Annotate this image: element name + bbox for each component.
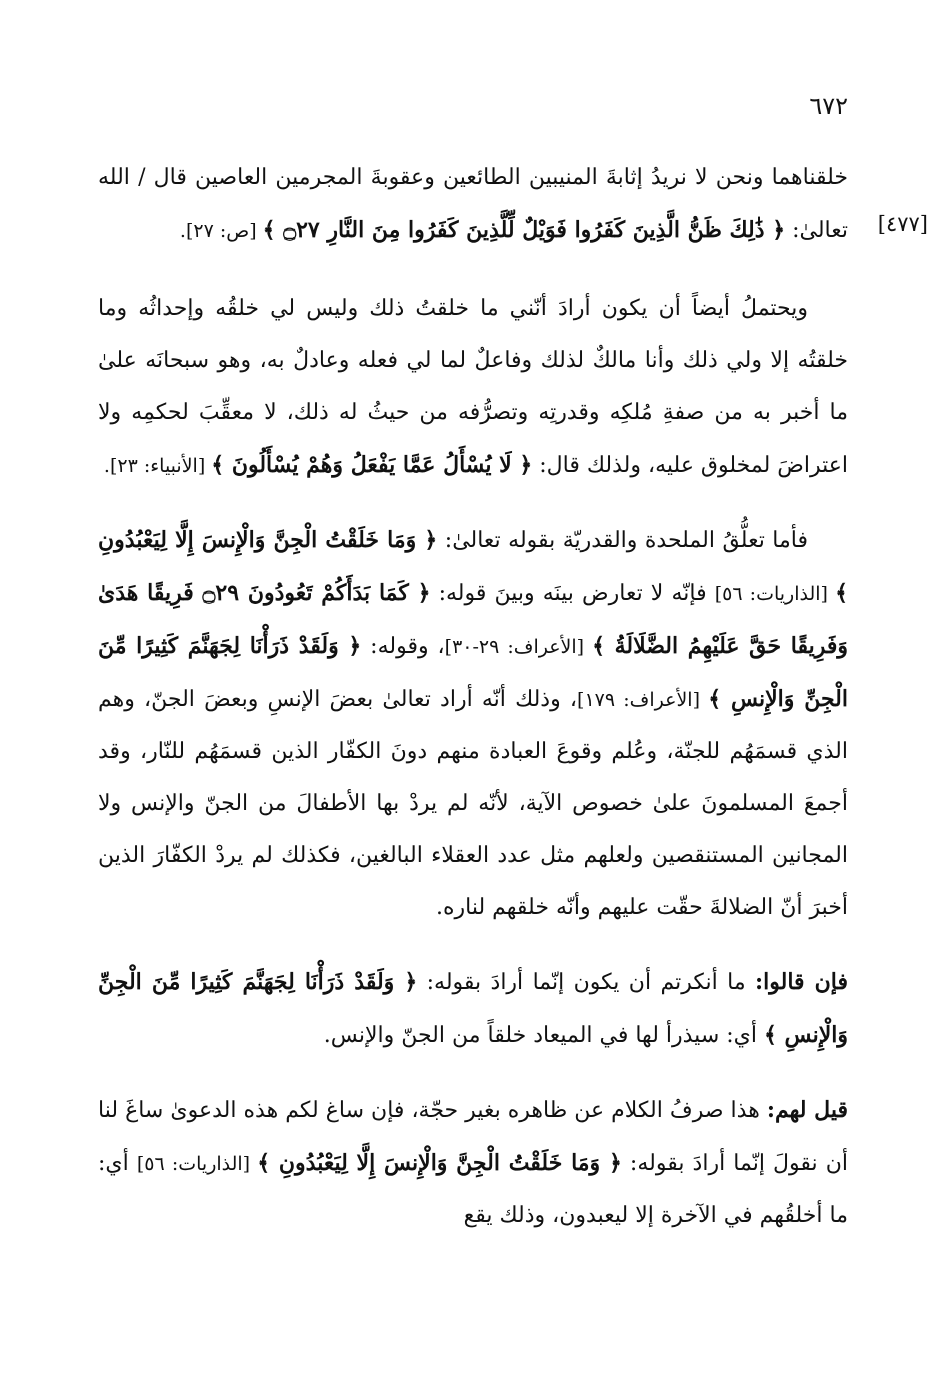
paragraph-text: ما أنكرتم أن يكون إنّما أرادَ بقوله:: [417, 970, 756, 995]
paragraph-text: ، وذلك أنّه أراد تعالىٰ بعضَ الإنسِ وبعضَ الجنّ، وهم الذي قسمَهُم للجنّة، وعُلم وقوعَ العبادة منهم دونَ الكفّار الذين قسمَهُم للنّار، وقد أجمعَ المسلمونَ علىٰ خصوص الآية، لأنّه لم يردْ بها الأطفالَ من الجنّ والإنس ولا المجانين المستنقصين ولعلهم مثل عدد العقلاء البالغين، فكذلك لم يردْ الكفّارَ الذين أخبرَ أنّ الضلالةَ حقّت عليهم وأنّه خلقهم لناره.: [98, 687, 849, 920]
paragraph-4: [98, 956, 848, 1062]
verse-reference: [الأنبياء: ٢٣].: [103, 455, 212, 477]
paragraph-text: ويحتملُ أيضاً أن يكون أرادَ أنّني ما خلقتُ ذلك وليس لي خلقُه وإحداثُه وما خلقتُه إلا ولي ذلك وأنا مالكٌ لذلك وفاعلٌ لما لي فعله وعادلٌ به، وهو سبحانَه علىٰ ما أخبر به من صفةِ مُلكِه وقدرتِه وتصرُّفه من حيثُ له ذلك، لا معقِّبَ لحكمِه ولا اعتراضَ لمخلوق عليه، ولذلك قال:: [98, 296, 848, 478]
verse-reference: [الذاريات: ٥٦]: [714, 583, 836, 605]
verse-reference: [ص: ٢٧].: [179, 220, 263, 242]
paragraph-text: ، وقوله:: [361, 634, 445, 659]
quran-verse: ﴿ ذَٰلِكَ ظَنُّ الَّذِينَ كَفَرُوا فَوَيْلٌ لِّلَّذِينَ كَفَرُوا مِنَ النَّارِ ۝٢٧ ﴾: [262, 217, 786, 243]
quran-verse: ﴿ وَمَا خَلَقْتُ الْجِنَّ وَالْإِنسَ إِلَّا لِيَعْبُدُونِ ﴾: [257, 1150, 622, 1176]
quran-verse: ﴿ وَلَقَدْ ذَرَأْنَا لِجَهَنَّمَ كَثِيرًا مِّنَ الْجِنِّ وَالْإِنسِ ﴾: [98, 633, 848, 712]
paragraph-text: خلقناهما ونحن لا نريدُ إثابةَ المنيبين الطائعين وعقوبةَ المجرمين العاصين قال / الله تعالىٰ:: [98, 165, 848, 243]
quran-verse: ﴿ لَا يُسْأَلُ عَمَّا يَفْعَلُ وَهُمْ يُسْأَلُونَ ﴾: [211, 452, 533, 478]
paragraph-5: [98, 1084, 848, 1242]
quran-verse: ﴿ وَمَا خَلَقْتُ الْجِنَّ وَالْإِنسَ إِلَّا لِيَعْبُدُونِ ﴾: [98, 527, 848, 606]
verse-reference: [الذاريات: ٥٦]: [136, 1153, 258, 1175]
paragraph-2: [98, 283, 848, 492]
paragraph-text: فأما تعلُّقُ الملحدة والقدريّة بقوله تعالىٰ:: [437, 528, 809, 553]
paragraph-text: أي: سيذرأ لها في الميعاد خلقاً من الجنّ والإنس.: [323, 1023, 764, 1048]
quran-verse: ﴿ وَلَقَدْ ذَرَأْنَا لِجَهَنَّمَ كَثِيرًا مِّنَ الْجِنِّ وَالْإِنسِ ﴾: [98, 969, 848, 1048]
paragraph-1: [98, 152, 848, 257]
verse-reference: [الأعراف: ٢٩-٣٠]: [444, 636, 593, 658]
page-number: ٦٧٢: [809, 92, 848, 120]
paragraph-text: فإنّه لا تعارض بينَه وبينَ قوله:: [430, 581, 715, 606]
paragraph-lead: قيل لهم:: [766, 1097, 848, 1123]
paragraph-text: هذا صرفُ الكلام عن ظاهره بغير حجّة، فإن ساغ لكم هذه الدعوىٰ ساغَ لنا أن نقولَ إنّما أرادَ بقوله:: [98, 1098, 848, 1176]
paragraph-text: أي: ما أخلقُهم في الآخرة إلا ليعبدون، وذلك يقع: [98, 1151, 848, 1228]
paragraph-lead: فإن قالوا:: [755, 969, 848, 995]
margin-reference: [٤٧٧]: [877, 212, 928, 236]
paragraph-3: [98, 514, 848, 934]
quran-verse: ﴿ كَمَا بَدَأَكُمْ تَعُودُونَ ۝٢٩ فَرِيقًا هَدَىٰ وَفَرِيقًا حَقَّ عَلَيْهِمُ الضَّلَالَةُ ﴾: [98, 580, 848, 659]
verse-reference: [الأعراف: ١٧٩]: [577, 689, 709, 711]
body-text: [98, 152, 848, 1264]
